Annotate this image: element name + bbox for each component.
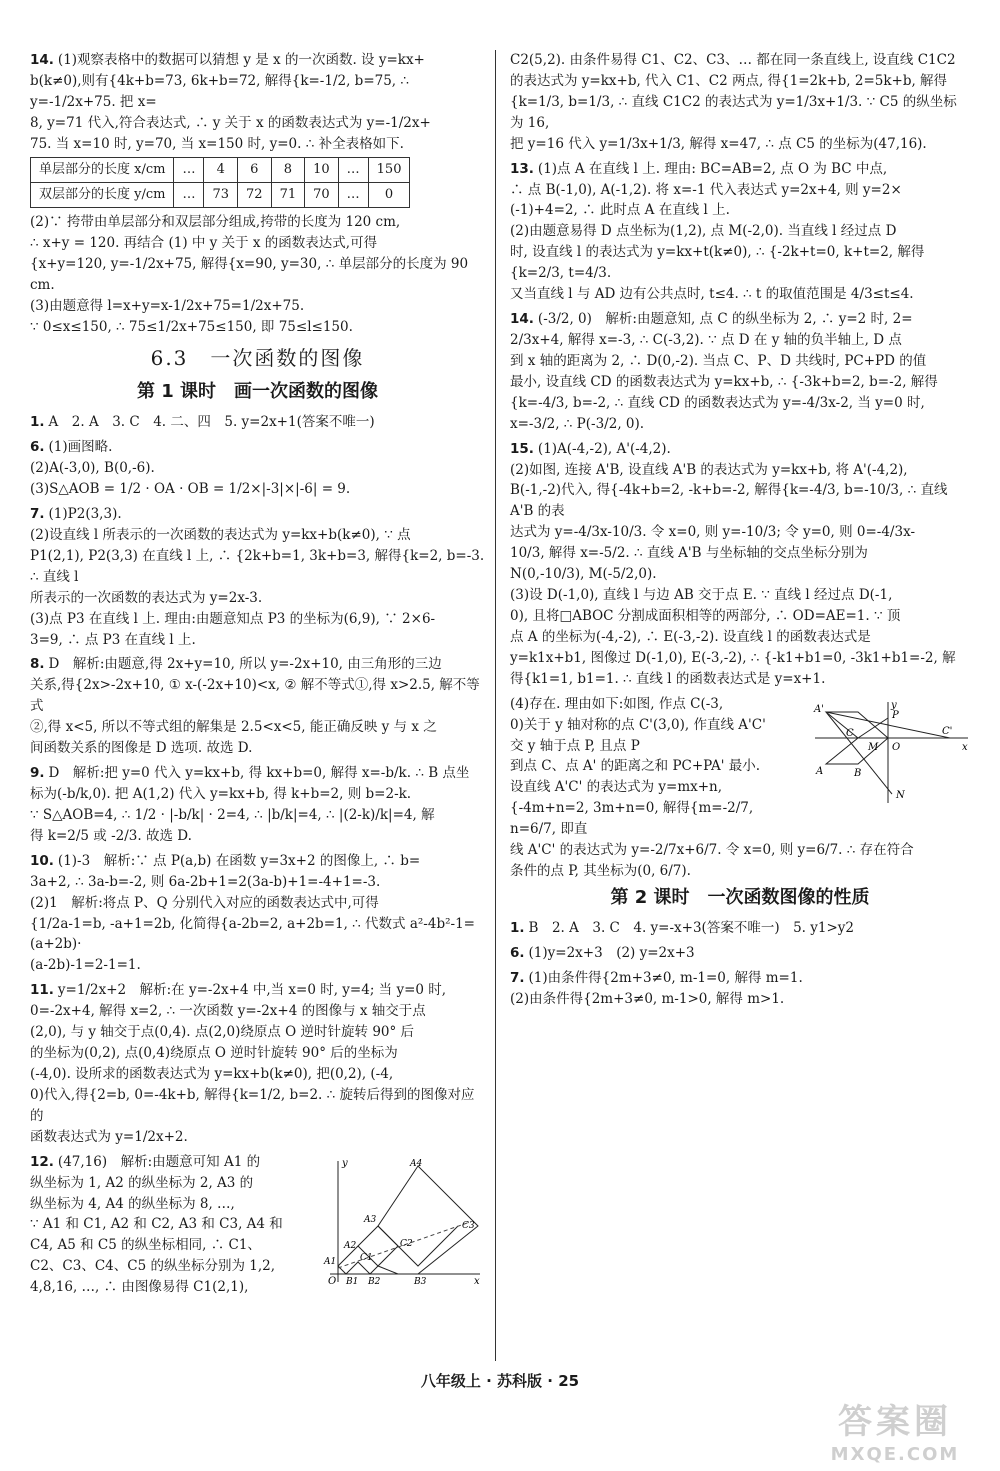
question-number: 10. [30, 852, 54, 869]
table-cell: … [338, 182, 368, 207]
section-title: 6.3 一次函数的图像 [150, 346, 365, 371]
text-line: ②,得 x<5, 所以不等式组的解集是 2.5<x<5, 能正确反映 y 与 x 之 [30, 719, 437, 736]
answer-item [30, 412, 485, 433]
question-number: 11. [30, 982, 54, 999]
question-number: 6. [510, 944, 525, 961]
left-column [30, 50, 485, 1366]
graph-label: x [962, 741, 968, 753]
text-line: 达式为 y=-4/3x-10/3. 令 x=0, 则 y=-10/3; 令 y=0, 则 0=-4/3x- [510, 524, 916, 541]
square-outline [378, 1226, 458, 1266]
question-number: 8. [30, 656, 45, 673]
graph-label: y [891, 699, 897, 711]
question-number: 6. [30, 439, 45, 456]
graph-label: O [328, 1275, 337, 1286]
text-line: (1)观察表格中的数据可以猜想 y 是 x 的一次函数. 设 y=kx+ [57, 52, 425, 68]
text-line: (1)y=2x+3 (2) y=2x+3 [528, 944, 695, 961]
graph-label: A' [814, 703, 824, 715]
text-line: ∵ 0≤x≤150, ∴ 75≤1/2x+75≤150, 即 75≤l≤150. [30, 318, 353, 335]
question-15-part4-text [510, 694, 802, 840]
right-column [510, 50, 970, 1366]
text-line: 3a+2, ∴ 3a-b=-2, 则 6a-2b+1=2(3a-b)+1=-4+1=-3. [30, 873, 381, 890]
text-line: 把 y=16 代入 y=1/3x+1/3, 解得 x=47, ∴ 点 C5 的坐标为(47,16). [510, 135, 927, 152]
graph-label: C [846, 727, 854, 739]
table-cell: … [338, 157, 368, 182]
text-line: ∵ S△AOB=4, ∴ 1/2 · |-b/k| · 2=4, ∴ |b/k|=4, ∴ |(2-k)/k|=4, 解 [30, 806, 435, 823]
text-line: 点 A 的坐标为(-4,-2), ∴ E(-3,-2). 设直线 l 的函数表达式是 [510, 628, 871, 645]
answer-item [30, 763, 485, 847]
text-line [30, 437, 485, 458]
answer-item [510, 309, 970, 435]
text-line: 4,8,16, …, ∴ 由图像易得 C1(2,1), [30, 1279, 249, 1296]
text-line: {k=1/3, b=1/3, ∴ 直线 C1C2 的表达式为 y=1/3x+1/3. ∵ C5 的纵坐标为 16, [510, 93, 957, 131]
watermark-logo [810, 1403, 980, 1463]
graph-label: B2 [368, 1276, 381, 1286]
text-line: (1)画图略. [48, 439, 113, 456]
text-line: (47,16) 解析:由题意可知 A1 的 [57, 1153, 261, 1170]
square-outline [338, 1262, 398, 1274]
text-line: 3=9, ∴ 点 P3 在直线 l 上. [30, 631, 196, 648]
data-table [30, 157, 410, 208]
text-line: (2,0), 与 y 轴交于点(0,4). 点(2,0)绕原点 O 逆时针旋转 90° 后 [30, 1024, 415, 1041]
table-cell: 10 [305, 157, 339, 182]
graph-label: A1 [324, 1256, 337, 1267]
text-line [30, 1152, 312, 1173]
text-line [510, 159, 970, 180]
table-cell: 73 [204, 182, 238, 207]
text-line: 所表示的一次函数的表达式为 y=2x-3. [30, 589, 263, 606]
text-line: (2)如图, 连接 A'B, 设直线 A'B 的表达式为 y=kx+b, 将 A'(-4,2), [510, 461, 908, 478]
text-line: (a-2b)-1=2-1=1. [30, 957, 141, 974]
text-line: (2)设直线 l 所表示的一次函数的表达式为 y=kx+b(k≠0), ∵ 点 [30, 526, 411, 543]
question-number: 1. [30, 414, 45, 431]
text-line [510, 968, 970, 989]
text-line: y=k1x+b1, 图像过 D(-1,0), E(-3,-2), ∴ {-k1+b1=0, -3k1+b1=-2, 解 [510, 649, 956, 666]
parallelogram-top [826, 712, 888, 738]
text-line: 2/3x+4, 解得 x=-3, ∴ C(-3,2). ∵ 点 D 在 y 轴的负半轴上, D 点 [510, 331, 902, 348]
text-line: (2)∵ 挎带由单层部分和双层部分组成,挎带的长度为 120 cm, [30, 213, 401, 230]
answer-item [510, 439, 970, 690]
text-line [510, 918, 970, 939]
text-line [30, 980, 485, 1001]
text-line [510, 943, 970, 964]
text-line: 时, 设直线 l 的表达式为 y=kx+t(k≠0), ∴ {-2k+t=0, k+t=2, 解得{k=2/3, t=4/3. [510, 244, 925, 282]
text-line: C4, A5 和 C5 的纵坐标相同, ∴ C1、 [30, 1237, 261, 1254]
table-cell: 70 [305, 182, 339, 207]
table-cell: 双层部分的长度 y/cm [31, 182, 174, 207]
table-cell: 0 [368, 182, 410, 207]
staircase-graph [320, 1156, 485, 1286]
text-line: 10/3, 解得 x=-5/2. ∴ 直线 A'B 与坐标轴的交点坐标分别为 [510, 545, 868, 562]
text-line: B 2. A 3. C 4. y=-x+3(答案不唯一) 5. y1>y2 [528, 919, 855, 936]
page-footer: 八年级上 · 苏科版 · 25 [420, 1371, 580, 1390]
text-line: 的表达式为 y=kx+b, 代入 C1、C2 两点, 得{1=2k+b, 2=5k+b, 解得 [510, 72, 948, 89]
text-line [30, 763, 485, 784]
question-number: 13. [510, 160, 534, 177]
text-line: 纵坐标为 1, A2 的纵坐标为 2, A3 的 [30, 1174, 254, 1191]
text-line: b(k≠0),则有{4k+b=73, 6k+b=72, 解得{k=-1/2, b=75, ∴ y=-1/2x+75. 把 x= [30, 72, 409, 110]
text-line: (-4,0). 设所求的函数表达式为 y=kx+b(k≠0), 把(0,2), (-4, [30, 1065, 394, 1082]
text-line: ∴ x+y = 120. 再结合 (1) 中 y 关于 x 的函数表达式,可得 [30, 234, 378, 251]
text-line: 的坐标为(0,2), 点(0,4)绕原点 O 逆时针旋转 90° 后的坐标为 [30, 1045, 398, 1062]
text-line: 0)关于 y 轴对称的点 C'(3,0), 作直线 A'C' [510, 716, 766, 733]
text-line: C2(5,2). 由条件易得 C1、C2、C3、… 都在同一条直线上, 设直线 C1C2 [510, 52, 956, 68]
text-line: ∵ A1 和 C1, A2 和 C2, A3 和 C3, A4 和 [30, 1216, 283, 1233]
question-12-row [30, 1152, 485, 1298]
question-14 [30, 50, 485, 337]
lesson-title: 第 1 课时 画一次函数的图像 [136, 381, 379, 403]
question-number: 15. [510, 440, 534, 457]
text-line: (3)S△AOB = 1/2 · OA · OB = 1/2×|-3|×|-6| = 9. [30, 481, 351, 498]
graph-label: A [816, 765, 824, 777]
question-12-continued [510, 50, 970, 155]
text-line: 交 y 轴于点 P, 且点 P [510, 737, 640, 754]
text-line: {1/2a-1=b, -a+1=2b, 化简得{a-2b=2, a+2b=1, ∴ 代数式 a²-4b²-1=(a+2b)· [30, 915, 475, 953]
text-line [510, 309, 970, 330]
graph-label: C' [942, 725, 953, 737]
text-line: 0)代入,得{2=b, 0=-4k+b, 解得{k=1/2, b=2. ∴ 旋转后得到的图像对应的 [30, 1086, 475, 1124]
text-line: N(0,-10/3), M(-5/2,0). [510, 566, 657, 583]
text-line: D 解析:把 y=0 代入 y=kx+b, 得 kx+b=0, 解得 x=-b/k. ∴ B 点坐 [48, 765, 470, 782]
answer-item [30, 437, 485, 500]
question-number: 12. [30, 1153, 54, 1170]
text-line: (1)点 A 在直线 l 上. 理由: BC=AB=2, 点 O 为 BC 中点, [537, 160, 888, 177]
graph-label: N [896, 789, 905, 801]
question-number: 14. [30, 52, 54, 68]
table-cell: … [174, 157, 204, 182]
answer-item [30, 851, 485, 977]
text-line: A 2. A 3. C 4. 二、四 5. y=2x+1(答案不唯一) [48, 414, 375, 431]
text-line: 得 k=2/5 或 -2/3. 故选 D. [30, 827, 192, 844]
graph-label: P [892, 709, 899, 721]
answer-item [30, 980, 485, 1147]
table-row [31, 157, 410, 182]
question-15-part4 [510, 694, 970, 840]
text-line: 纵坐标为 4, A4 的纵坐标为 8, …, [30, 1195, 235, 1212]
answer-item [30, 654, 485, 759]
graph-label: O [892, 741, 901, 753]
text-line: {-4m+n=2, 3m+n=0, 解得{m=-2/7, n=6/7, 即直 [510, 800, 754, 838]
graph-label: C3 [462, 1220, 475, 1231]
text-line: (1)A(-4,-2), A'(-4,2). [537, 440, 671, 457]
table-cell: 4 [204, 157, 238, 182]
text-line: C2、C3、C4、C5 的纵坐标分别为 1,2, [30, 1258, 276, 1275]
question-number: 9. [30, 765, 45, 782]
table-cell: … [174, 182, 204, 207]
table-cell: 单层部分的长度 x/cm [31, 157, 174, 182]
text-line: (2)1 解析:将点 P、Q 分别代入对应的函数表达式中,可得 [30, 894, 379, 911]
graph-label: y [342, 1157, 348, 1169]
text-line: (2)A(-3,0), B(0,-6). [30, 460, 155, 477]
text-line: (1)由条件得{2m+3≠0, m-1=0, 解得 m=1. [528, 969, 803, 986]
text-line: (3)点 P3 在直线 l 上. 理由:由题意知点 P3 的坐标为(6,9), ∵ 2×6- [30, 610, 436, 627]
text-line: 最小, 设直线 CD 的函数表达式为 y=kx+b, ∴ {-3k+b=2, b=-2, 解得 [510, 373, 938, 390]
table-cell: 150 [368, 157, 410, 182]
square-outline [338, 1166, 478, 1274]
answer-list [30, 412, 485, 1147]
question-number: 7. [30, 506, 45, 522]
answer-list [510, 918, 970, 1010]
question-number: 1. [510, 919, 525, 936]
text-line: 得{k1=1, b1=1. ∴ 直线 l 的函数表达式是 y=x+1. [510, 670, 826, 687]
text-line: 0), 且将□ABOC 分割成面积相等的两部分, ∴ OD=AE=1. ∵ 顶 [510, 607, 901, 624]
question-number: 14. [510, 311, 534, 328]
answer-item [510, 159, 970, 305]
text-line: (2)由条件得{2m+3≠0, m-1>0, 解得 m>1. [510, 990, 785, 1007]
answer-item [510, 918, 970, 939]
lesson-title: 第 2 课时 一次函数图像的性质 [610, 886, 870, 908]
text-line: 又当直线 l 与 AD 边有公共点时, t≤4. ∴ t 的取值范围是 4/3≤t≤4. [510, 286, 914, 303]
graph-label: B3 [414, 1276, 427, 1286]
text-line: P1(2,1), P2(3,3) 在直线 l 上, ∴ {2k+b=1, 3k+b=3, 解得{k=2, b=-3. ∴ 直线 l [30, 547, 485, 585]
text-line: (4)存在. 理由如下:如图, 作点 C(-3, [510, 695, 724, 712]
graph-label: C1 [360, 1252, 373, 1263]
table-cell: 72 [238, 182, 272, 207]
graph-label: A3 [364, 1214, 377, 1225]
table-row [31, 182, 410, 207]
table-cell: 71 [271, 182, 305, 207]
text-line: {k=-4/3, b=-2, ∴ 直线 CD 的函数表达式为 y=-4/3x-2, 当 y=0 时, [510, 394, 925, 411]
text-line [30, 504, 485, 525]
text-line: (1)-3 解析:∵ 点 P(a,b) 在函数 y=3x+2 的图像上, ∴ b= [57, 852, 421, 869]
text-line [30, 412, 485, 433]
graph-label: A4 [410, 1158, 423, 1169]
text-line: 到点 C、点 A' 的距离之和 PC+PA' 最小. [510, 758, 761, 775]
text-line: (-1)+4=2, ∴ 此时点 A 在直线 l 上. [510, 202, 730, 219]
text-line [510, 439, 970, 460]
text-line: ∴ 点 B(-1,0), A(-1,2). 将 x=-1 代入表达式 y=2x+4, 则 y=2× [510, 181, 902, 198]
text-line: y=1/2x+2 解析:在 y=-2x+4 中,当 x=0 时, y=4; 当 y=0 时, [57, 982, 447, 999]
question-12-text [30, 1152, 312, 1298]
text-line: (1)P2(3,3). [48, 506, 122, 522]
text-line: B(-1,-2)代入, 得{-4k+b=2, -k+b=-2, 解得{k=-4/3, b=-10/3, ∴ 直线 A'B 的表 [510, 482, 948, 520]
text-line: 8, y=71 代入,符合表达式, ∴ y 关于 x 的函数表达式为 y=-1/2x+ [30, 114, 431, 131]
table-cell: 8 [271, 157, 305, 182]
text-line: (2)由题意易得 D 点坐标为(1,2), 点 M(-2,0). 当直线 l 经过点 D [510, 223, 897, 240]
text-line [30, 851, 485, 872]
text-line: x=-3/2, ∴ P(-3/2, 0). [510, 415, 645, 432]
graph-label: B [854, 767, 862, 779]
watermark-url: MXQE.COM [830, 1444, 960, 1465]
text-line: 设直线 A'C' 的表达式为 y=mx+n, [510, 779, 723, 796]
text-line: 间函数关系的图像是 D 选项. 故选 D. [30, 740, 253, 757]
answer-item [30, 504, 485, 650]
text-line: {x+y=120, y=-1/2x+75, 解得{x=90, y=30, ∴ 单层部分的长度为 90 cm. [30, 255, 469, 293]
text-line: 标为(-b/k,0). 把 A(1,2) 代入 y=kx+b, 得 k+b=2, 则 b=2-k. [30, 785, 412, 802]
text-line: 函数表达式为 y=1/2x+2. [30, 1128, 188, 1145]
text-line [30, 654, 485, 675]
text-line: (3)设 D(-1,0), 直线 l 与边 AB 交于点 E. ∵ 直线 l 经过点 D(-1, [510, 587, 893, 604]
column-divider [495, 50, 496, 1361]
text-line: 75. 当 x=10 时, y=70, 当 x=150 时, y=0. ∴ 补全表格如下. [30, 135, 404, 152]
parallelogram-graph [810, 698, 970, 808]
text-line: 关系,得{2x>-2x+10, ① x-(-2x+10)<x, ② 解不等式①,得 x>2.5, 解不等式 [30, 677, 480, 715]
text-line: 到 x 轴的距离为 2, ∴ D(0,-2). 当点 C、P、D 共线时, PC+PD 的值 [510, 352, 927, 369]
answer-item [510, 968, 970, 1010]
answer-item [510, 943, 970, 964]
text-line: (3)由题意得 l=x+y=x-1/2x+75=1/2x+75. [30, 297, 305, 314]
graph-label: M [868, 741, 879, 753]
question-number: 7. [510, 969, 525, 986]
table-cell: 6 [238, 157, 272, 182]
line-a-prime-b [826, 712, 892, 794]
text-line: 0=-2x+4, 解得 x=2, ∴ 一次函数 y=-2x+4 的图像与 x 轴交于点 [30, 1003, 426, 1020]
graph-label: C2 [400, 1238, 413, 1249]
graph-label: B1 [346, 1276, 359, 1286]
text-line: 条件的点 P, 其坐标为(0, 6/7). [510, 863, 691, 880]
graph-label: A2 [344, 1240, 357, 1251]
graph-label: x [474, 1275, 480, 1286]
text-line: 线 A'C' 的表达式为 y=-2/7x+6/7. 令 x=0, 则 y=6/7. ∴ 存在符合 [510, 842, 914, 859]
line-cp [858, 718, 888, 738]
text-line: (-3/2, 0) 解析:由题意知, 点 C 的纵坐标为 2, ∴ y=2 时, 2= [537, 311, 913, 328]
watermark-text: 答案圈 [838, 1402, 952, 1442]
text-line: D 解析:由题意,得 2x+y=10, 所以 y=-2x+10, 由三角形的三边 [48, 656, 442, 673]
answer-list [510, 159, 970, 690]
